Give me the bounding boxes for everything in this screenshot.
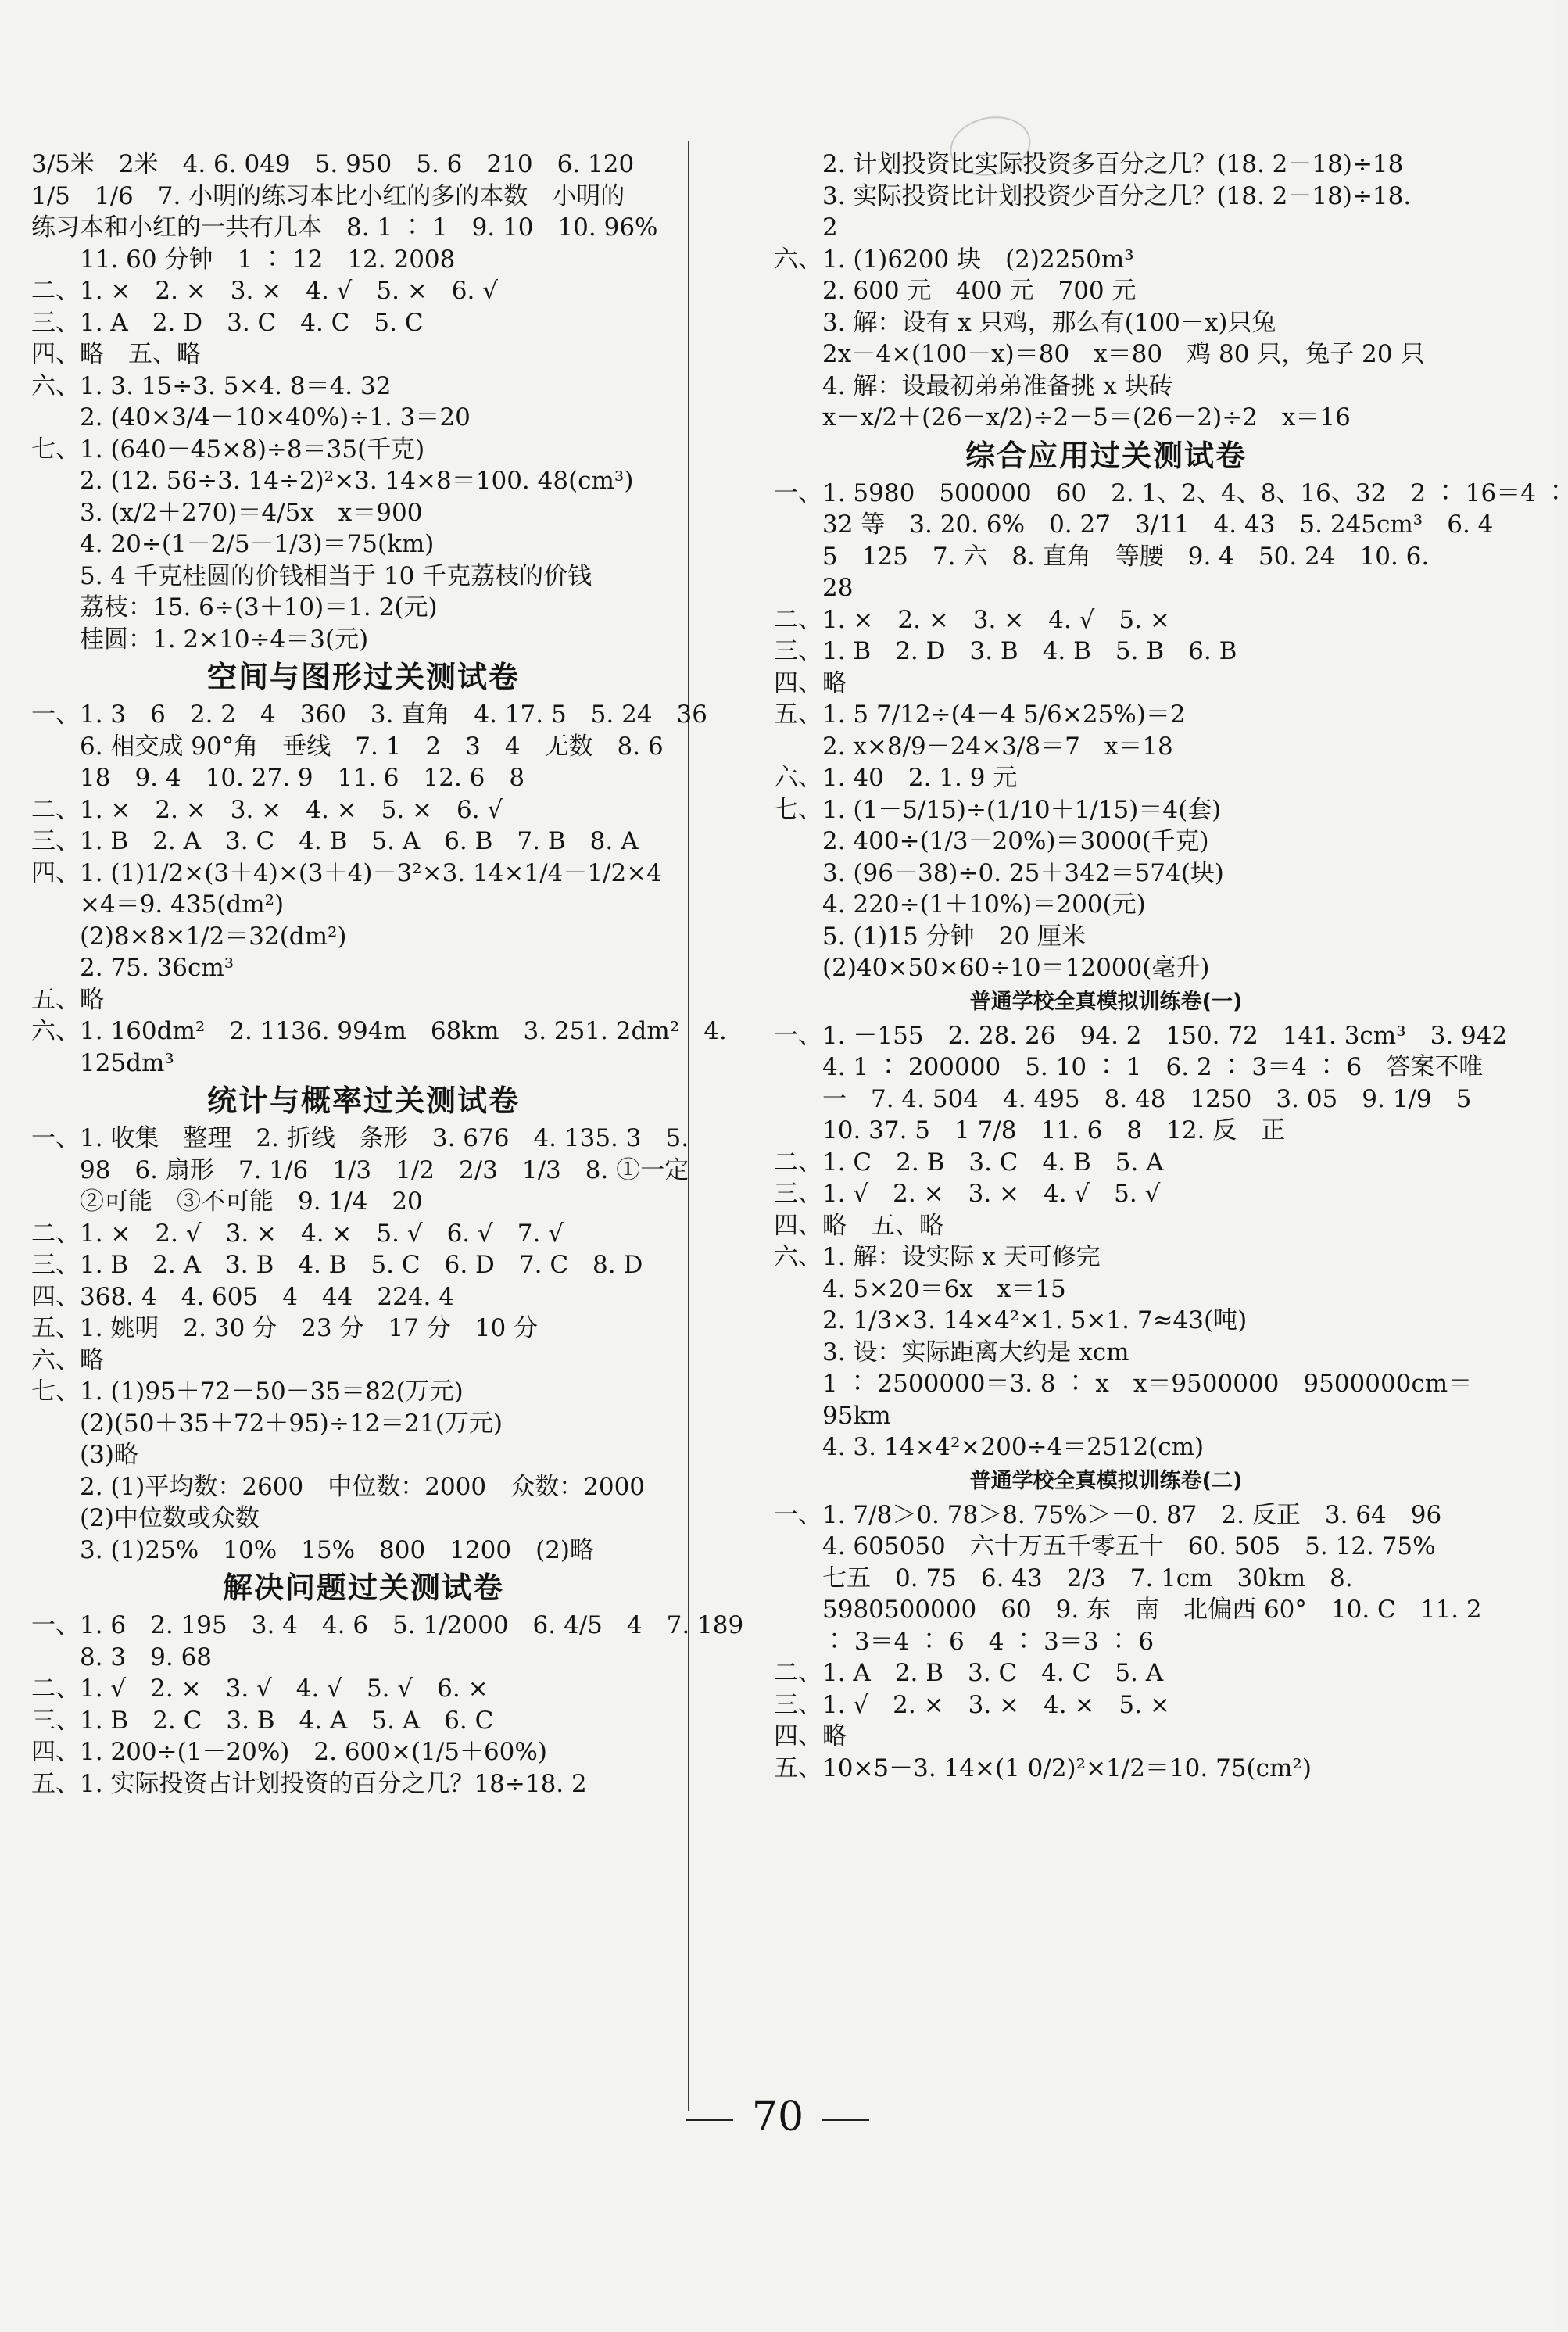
answer-line: ②可能 ③不可能 9. 1/4 20 xyxy=(31,1187,423,1216)
answer-line: 三、1. √ 2. × 3. × 4. × 5. × xyxy=(774,1690,1170,1719)
answer-line: 95km xyxy=(774,1401,891,1430)
section-title: 普通学校全真模拟训练卷(二) xyxy=(969,1468,1243,1493)
answer-line: ∶ 3＝4 ∶ 6 4 ∶ 3＝3 ∶ 6 xyxy=(774,1627,1155,1656)
answer-line: 六、1. 3. 15÷3. 5×4. 8＝4. 32 xyxy=(31,371,392,400)
answer-line: 3. (1)25% 10% 15% 800 1200 (2)略 xyxy=(31,1535,595,1564)
answer-line: 三、1. B 2. A 3. C 4. B 5. A 6. B 7. B 8. A xyxy=(31,827,639,855)
answer-line: 2. (1)平均数：2600 中位数：2000 众数：2000 xyxy=(31,1472,646,1501)
answer-line: 四、略 xyxy=(774,668,847,697)
answer-line: 2. 1/3×3. 14×4²×1. 5×1. 7≈43(吨) xyxy=(774,1306,1248,1334)
section-title: 解决问题过关测试卷 xyxy=(222,1571,504,1605)
answer-line: 练习本和小红的一共有几本 8. 1 ∶ 1 9. 10 10. 96% xyxy=(31,213,658,242)
answer-line: 2. 400÷(1/3－20%)＝3000(千克) xyxy=(774,827,1209,855)
answer-line: 2x－4×(100－x)＝80 x＝80 鸡 80 只，兔子 20 只 xyxy=(774,340,1425,368)
answer-line: 3. 设：实际距离大约是 xcm xyxy=(774,1338,1129,1367)
page-number-dash-left xyxy=(686,2119,733,2121)
answer-line: (2)8×8×1/2＝32(dm²) xyxy=(31,922,347,951)
answer-line: 五、1. 实际投资占计划投资的百分之几？18÷18. 2 xyxy=(31,1769,587,1798)
answer-line: 3/5米 2米 4. 6. 049 5. 950 5. 6 210 6. 120 xyxy=(31,150,635,178)
answer-line: 28 xyxy=(774,574,854,602)
answer-line: 六、1. 解：设实际 x 天可修完 xyxy=(774,1243,1101,1271)
answer-line: 2. (12. 56÷3. 14÷2)²×3. 14×8＝100. 48(cm³) xyxy=(31,467,634,495)
answer-line: (2)40×50×60÷10＝12000(毫升) xyxy=(774,954,1210,982)
answer-line: 3. (x/2＋270)＝4/5x x＝900 xyxy=(31,498,423,527)
answer-line: 125dm³ xyxy=(31,1048,174,1077)
answer-line: 2. x×8/9－24×3/8＝7 x＝18 xyxy=(774,732,1173,761)
answer-line: 二、1. √ 2. × 3. √ 4. √ 5. √ 6. × xyxy=(31,1675,489,1703)
section-body xyxy=(31,1123,696,1566)
answer-line: 荔枝：15. 6÷(3＋10)＝1. 2(元) xyxy=(31,593,438,622)
answer-line: 五、1. 5 7/12÷(4－4 5/6×25%)＝2 xyxy=(774,700,1186,729)
answer-line: 二、1. × 2. × 3. × 4. × 5. × 6. √ xyxy=(31,795,503,824)
answer-line: 2 xyxy=(774,213,838,242)
page-number xyxy=(0,2094,1555,2140)
section-body xyxy=(31,699,727,1079)
left-answer-block xyxy=(31,149,696,655)
answer-line: 18 9. 4 10. 27. 9 11. 6 12. 6 8 xyxy=(31,764,525,792)
section-body xyxy=(774,1020,1508,1463)
section-body xyxy=(774,1499,1482,1785)
answer-line: 三、1. B 2. A 3. B 4. B 5. C 6. D 7. C 8. D xyxy=(31,1251,643,1279)
left-sections xyxy=(31,655,744,1800)
section-title: 普通学校全真模拟训练卷(一) xyxy=(969,989,1243,1014)
section-body xyxy=(31,1610,744,1800)
answer-line: 2. 75. 36cm³ xyxy=(31,954,234,982)
answer-line: 一 7. 4. 504 4. 495 8. 48 1250 3. 05 9. 1/9 5 xyxy=(774,1084,1472,1113)
answer-line: 11. 60 分钟 1 ∶ 12 12. 2008 xyxy=(31,245,456,274)
section-body xyxy=(774,478,1568,984)
answer-line: 3. 实际投资比计划投资少百分之几？(18. 2－18)÷18. xyxy=(774,181,1412,210)
answer-line: 1/5 1/6 7. 小明的练习本比小红的多的本数 小明的 xyxy=(31,181,625,210)
answer-line: 七五 0. 75 6. 43 2/3 7. 1cm 30km 8. xyxy=(774,1564,1353,1592)
answer-line: 二、1. × 2. × 3. × 4. √ 5. × 6. √ xyxy=(31,277,498,305)
answer-line: 3. 解：设有 x 只鸡，那么有(100－x)只兔 xyxy=(774,308,1276,337)
answer-line: 五、1. 姚明 2. 30 分 23 分 17 分 10 分 xyxy=(31,1314,539,1342)
answer-line: 5 125 7. 六 8. 直角 等腰 9. 4 50. 24 10. 6. xyxy=(774,542,1430,571)
answer-line: 四、1. 200÷(1－20%) 2. 600×(1/5＋60%) xyxy=(31,1738,547,1766)
answer-line: 一、1. －155 2. 28. 26 94. 2 150. 72 141. 3cm³ 3. 942 xyxy=(774,1021,1508,1050)
answer-line: 六、1. 160dm² 2. 1136. 994m 68km 3. 251. 2dm² 4. xyxy=(31,1017,727,1045)
answer-line: 一、1. 收集 整理 2. 折线 条形 3. 676 4. 135. 3 5. xyxy=(31,1124,689,1152)
left-column xyxy=(31,149,744,1800)
answer-line: 1 ∶ 2500000＝3. 8 ∶ x x＝9500000 9500000cm＝ xyxy=(774,1370,1473,1398)
answer-line: 5980500000 60 9. 东 南 北偏西 60° 10. C 11. 2 xyxy=(774,1596,1482,1624)
answer-line: ×4＝9. 435(dm²) xyxy=(31,890,285,919)
answer-line: 三、1. A 2. D 3. C 4. C 5. C xyxy=(31,308,424,337)
answer-line: 4. 605050 六十万五千零五十 60. 505 5. 12. 75% xyxy=(774,1532,1436,1560)
answer-line: 三、1. B 2. D 3. B 4. B 5. B 6. B xyxy=(774,637,1237,665)
answer-line: 七、1. (1－5/15)÷(1/10＋1/15)＝4(套) xyxy=(774,795,1222,824)
answer-line: 6. 相交成 90°角 垂线 7. 1 2 3 4 无数 8. 6 xyxy=(31,732,664,761)
answer-line: 六、1. (1)6200 块 (2)2250m³ xyxy=(774,245,1134,274)
answer-line: 三、1. B 2. C 3. B 4. A 5. A 6. C xyxy=(31,1706,494,1735)
answer-line: 2. 计划投资比实际投资多百分之几？(18. 2－18)÷18 xyxy=(774,150,1404,178)
answer-line: 二、1. A 2. B 3. C 4. C 5. A xyxy=(774,1659,1164,1687)
answer-line: 七、1. (640－45×8)÷8＝35(千克) xyxy=(31,435,425,464)
answer-line: 二、1. C 2. B 3. C 4. B 5. A xyxy=(774,1148,1164,1177)
answer-line: 六、略 xyxy=(31,1345,104,1374)
right-sections xyxy=(774,434,1568,1785)
answer-line: 一、1. 6 2. 195 3. 4 4. 6 5. 1/2000 6. 4/5 4 7. 189 xyxy=(31,1611,744,1639)
page-number-dash-right xyxy=(822,2119,869,2121)
answer-line: 四、1. (1)1/2×(3＋4)×(3＋4)－3²×3. 14×1/4－1/2×4 xyxy=(31,858,662,887)
section-title: 综合应用过关测试卷 xyxy=(965,438,1247,473)
answer-line: 10. 37. 5 1 7/8 11. 6 8 12. 反 正 xyxy=(774,1116,1286,1145)
answer-line: (3)略 xyxy=(31,1441,138,1469)
answer-line: 七、1. (1)95＋72－50－35＝82(万元) xyxy=(31,1377,464,1406)
answer-line: 六、1. 40 2. 1. 9 元 xyxy=(774,764,1018,792)
answer-line: 三、1. √ 2. × 3. × 4. √ 5. √ xyxy=(774,1180,1161,1208)
answer-line: 5. (1)15 分钟 20 厘米 xyxy=(774,922,1086,951)
answer-line: x－x/2＋(26－x/2)÷2－5＝(26－2)÷2 x＝16 xyxy=(774,403,1351,432)
answer-line: 4. 3. 14×4²×200÷4＝2512(cm) xyxy=(774,1433,1205,1461)
answer-line: 5. 4 千克桂圆的价钱相当于 10 千克荔枝的价钱 xyxy=(31,561,592,590)
answer-line: 二、1. × 2. √ 3. × 4. × 5. √ 6. √ 7. √ xyxy=(31,1219,564,1248)
answer-line: 四、略 xyxy=(774,1722,847,1750)
answer-line: 桂圆：1. 2×10÷4＝3(元) xyxy=(31,625,369,654)
answer-line: 8. 3 9. 68 xyxy=(31,1642,213,1671)
section-title: 空间与图形过关测试卷 xyxy=(206,660,520,694)
answer-line: 4. 1 ∶ 200000 5. 10 ∶ 1 6. 2 ∶ 3＝4 ∶ 6 答案不唯 xyxy=(774,1053,1484,1081)
answer-line: (2)(50＋35＋72＋95)÷12＝21(万元) xyxy=(31,1409,503,1438)
answer-line: 4. 20÷(1－2/5－1/3)＝75(km) xyxy=(31,530,435,558)
right-column xyxy=(774,149,1568,1784)
answer-line: 二、1. × 2. × 3. × 4. √ 5. × xyxy=(774,605,1170,634)
answer-line: 2. 600 元 400 元 700 元 xyxy=(774,277,1137,305)
answer-line: 2. (40×3/4－10×40%)÷1. 3＝20 xyxy=(31,403,471,432)
answer-line: 4. 5×20＝6x x＝15 xyxy=(774,1274,1066,1303)
answer-line: 一、1. 5980 500000 60 2. 1、2、4、8、16、32 2 ∶ 16＝4 ∶ xyxy=(774,478,1568,507)
answer-line: 四、略 五、略 xyxy=(31,340,201,368)
answer-line: (2)中位数或众数 xyxy=(31,1504,260,1532)
answer-line: 98 6. 扇形 7. 1/6 1/3 1/2 2/3 1/3 8. ①一定 xyxy=(31,1155,689,1184)
answer-line: 一、1. 7/8＞0. 78＞8. 75%＞－0. 87 2. 反正 3. 64 96 xyxy=(774,1500,1442,1529)
answer-line: 4. 220÷(1＋10%)＝200(元) xyxy=(774,890,1146,919)
answer-line: 4. 解：设最初弟弟准备挑 x 块砖 xyxy=(774,371,1173,400)
right-answer-block xyxy=(774,149,1438,434)
answer-line: 一、1. 3 6 2. 2 4 360 3. 直角 4. 17. 5 5. 24 36 xyxy=(31,700,707,729)
answer-line: 32 等 3. 20. 6% 0. 2̇7̇ 3/11 4. 43 5. 245cm³ 6. 4 xyxy=(774,510,1494,539)
answer-line: 四、368. 4 4. 605 4 44 224. 4 xyxy=(31,1282,454,1311)
answer-line: 四、略 五、略 xyxy=(774,1211,943,1240)
section-title: 统计与概率过关测试卷 xyxy=(206,1084,520,1118)
page-number-text: 70 xyxy=(751,2094,804,2140)
answer-line: 五、略 xyxy=(31,985,104,1014)
answer-line: 五、10×5－3. 14×(1 0/2)²×1/2＝10. 75(cm²) xyxy=(774,1753,1312,1782)
answer-line: 3. (96－38)÷0. 25＋342＝574(块) xyxy=(774,858,1224,887)
